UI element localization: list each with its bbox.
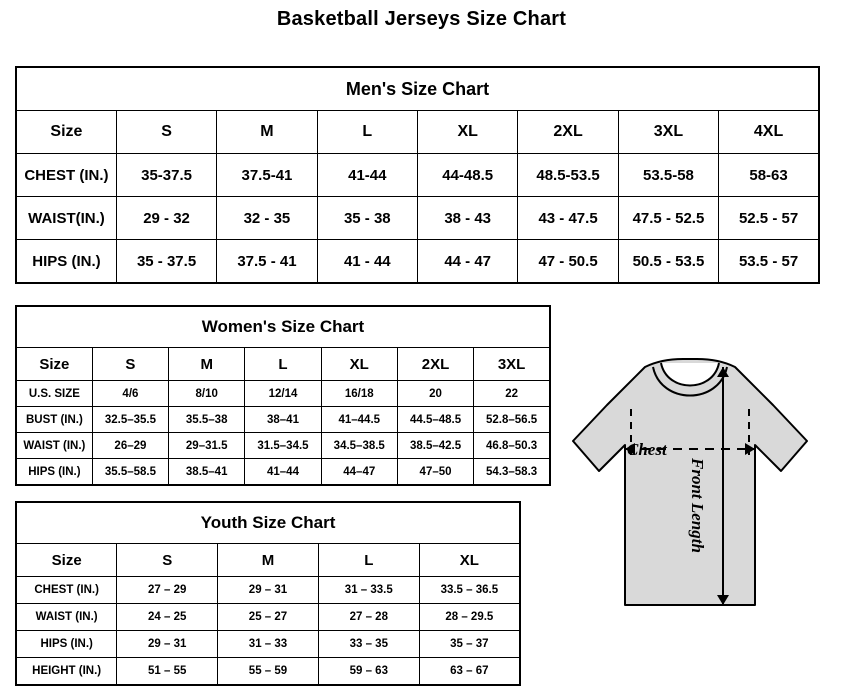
table-cell: 35 – 37	[419, 631, 520, 658]
table-header-row	[16, 544, 520, 577]
mens-size-table	[15, 66, 820, 284]
table-cell: 20	[397, 381, 473, 407]
table-header-row	[16, 348, 550, 381]
table-cell: 47.5 - 52.5	[618, 197, 718, 240]
table-cell: 44-48.5	[418, 154, 518, 197]
youth-chart-caption: Youth Size Chart	[16, 502, 520, 544]
table-cell: 27 – 28	[318, 604, 419, 631]
column-header: M	[169, 348, 245, 381]
page-title: Basketball Jerseys Size Chart	[276, 8, 567, 30]
table-cell: 26–29	[92, 433, 168, 459]
table-cell: 22	[474, 381, 550, 407]
table-row	[16, 604, 520, 631]
table-cell: 35-37.5	[116, 154, 216, 197]
table-cell: 38 - 43	[418, 197, 518, 240]
table-cell: 55 – 59	[218, 658, 319, 686]
womens-size-table	[15, 305, 551, 486]
column-header: XL	[321, 348, 397, 381]
table-cell: 41–44	[245, 459, 321, 486]
table-cell: 52.5 - 57	[719, 197, 819, 240]
column-header: XL	[419, 544, 520, 577]
table-cell: 51 – 55	[117, 658, 218, 686]
table-cell: 59 – 63	[318, 658, 419, 686]
table-cell: 46.8–50.3	[474, 433, 550, 459]
table-cell: 28 – 29.5	[419, 604, 520, 631]
table-cell: 24 – 25	[117, 604, 218, 631]
table-cell: 35.5–58.5	[92, 459, 168, 486]
table-row	[16, 381, 550, 407]
table-cell: 41-44	[317, 154, 417, 197]
row-label: HIPS (IN.)	[16, 240, 116, 284]
table-row	[16, 154, 819, 197]
table-cell: 34.5–38.5	[321, 433, 397, 459]
mens-size-chart	[15, 66, 820, 284]
column-header: M	[218, 544, 319, 577]
column-header: M	[217, 111, 317, 154]
column-header: 2XL	[397, 348, 473, 381]
table-caption-row	[16, 67, 819, 111]
table-cell: 44 - 47	[418, 240, 518, 284]
table-cell: 47 - 50.5	[518, 240, 618, 284]
table-cell: 16/18	[321, 381, 397, 407]
row-label: WAIST (IN.)	[16, 433, 92, 459]
column-header: Size	[16, 111, 116, 154]
row-label: HIPS (IN.)	[16, 459, 92, 486]
column-header: Size	[16, 544, 117, 577]
chest-measure-label: Chest	[627, 440, 667, 459]
table-cell: 27 – 29	[117, 577, 218, 604]
column-header: 3XL	[618, 111, 718, 154]
column-header: S	[116, 111, 216, 154]
table-caption-row	[16, 306, 550, 348]
column-header: 3XL	[474, 348, 550, 381]
column-header: 2XL	[518, 111, 618, 154]
table-cell: 35 - 37.5	[116, 240, 216, 284]
table-row	[16, 197, 819, 240]
table-cell: 44.5–48.5	[397, 407, 473, 433]
table-row	[16, 459, 550, 486]
table-cell: 54.3–58.3	[474, 459, 550, 486]
table-cell: 44–47	[321, 459, 397, 486]
table-cell: 38.5–42.5	[397, 433, 473, 459]
row-label: WAIST(IN.)	[16, 197, 116, 240]
table-cell: 12/14	[245, 381, 321, 407]
table-row	[16, 407, 550, 433]
row-label: U.S. SIZE	[16, 381, 92, 407]
table-cell: 37.5 - 41	[217, 240, 317, 284]
table-cell: 52.8–56.5	[474, 407, 550, 433]
table-cell: 31 – 33	[218, 631, 319, 658]
table-cell: 32.5–35.5	[92, 407, 168, 433]
table-cell: 25 – 27	[218, 604, 319, 631]
table-cell: 63 – 67	[419, 658, 520, 686]
row-label: HEIGHT (IN.)	[16, 658, 117, 686]
womens-size-chart	[15, 305, 551, 486]
column-header: S	[92, 348, 168, 381]
row-label: HIPS (IN.)	[16, 631, 117, 658]
table-cell: 31.5–34.5	[245, 433, 321, 459]
table-cell: 32 - 35	[217, 197, 317, 240]
table-cell: 37.5-41	[217, 154, 317, 197]
table-cell: 41–44.5	[321, 407, 397, 433]
row-label: CHEST (IN.)	[16, 577, 117, 604]
table-cell: 35.5–38	[169, 407, 245, 433]
table-row	[16, 577, 520, 604]
table-cell: 48.5-53.5	[518, 154, 618, 197]
table-cell: 50.5 - 53.5	[618, 240, 718, 284]
column-header: 4XL	[719, 111, 819, 154]
table-cell: 38.5–41	[169, 459, 245, 486]
table-cell: 29–31.5	[169, 433, 245, 459]
row-label: BUST (IN.)	[16, 407, 92, 433]
table-cell: 29 – 31	[218, 577, 319, 604]
column-header: Size	[16, 348, 92, 381]
front-length-measure-label: Front Length	[688, 458, 707, 553]
womens-chart-caption: Women's Size Chart	[16, 306, 550, 348]
youth-size-table	[15, 501, 521, 686]
table-row	[16, 658, 520, 686]
table-header-row	[16, 111, 819, 154]
table-cell: 35 - 38	[317, 197, 417, 240]
table-cell: 41 - 44	[317, 240, 417, 284]
table-cell: 33.5 – 36.5	[419, 577, 520, 604]
row-label: WAIST (IN.)	[16, 604, 117, 631]
table-cell: 58-63	[719, 154, 819, 197]
table-cell: 29 - 32	[116, 197, 216, 240]
table-cell: 8/10	[169, 381, 245, 407]
table-cell: 31 – 33.5	[318, 577, 419, 604]
mens-chart-caption: Men's Size Chart	[16, 67, 819, 111]
table-caption-row	[16, 502, 520, 544]
column-header: L	[317, 111, 417, 154]
table-row	[16, 631, 520, 658]
table-cell: 43 - 47.5	[518, 197, 618, 240]
table-row	[16, 433, 550, 459]
table-cell: 4/6	[92, 381, 168, 407]
table-cell: 33 – 35	[318, 631, 419, 658]
row-label: CHEST (IN.)	[16, 154, 116, 197]
table-cell: 53.5 - 57	[719, 240, 819, 284]
youth-size-chart	[15, 501, 521, 686]
column-header: XL	[418, 111, 518, 154]
table-cell: 29 – 31	[117, 631, 218, 658]
table-cell: 47–50	[397, 459, 473, 486]
column-header: L	[318, 544, 419, 577]
table-row	[16, 240, 819, 284]
table-cell: 38–41	[245, 407, 321, 433]
column-header: L	[245, 348, 321, 381]
column-header: S	[117, 544, 218, 577]
table-cell: 53.5-58	[618, 154, 718, 197]
